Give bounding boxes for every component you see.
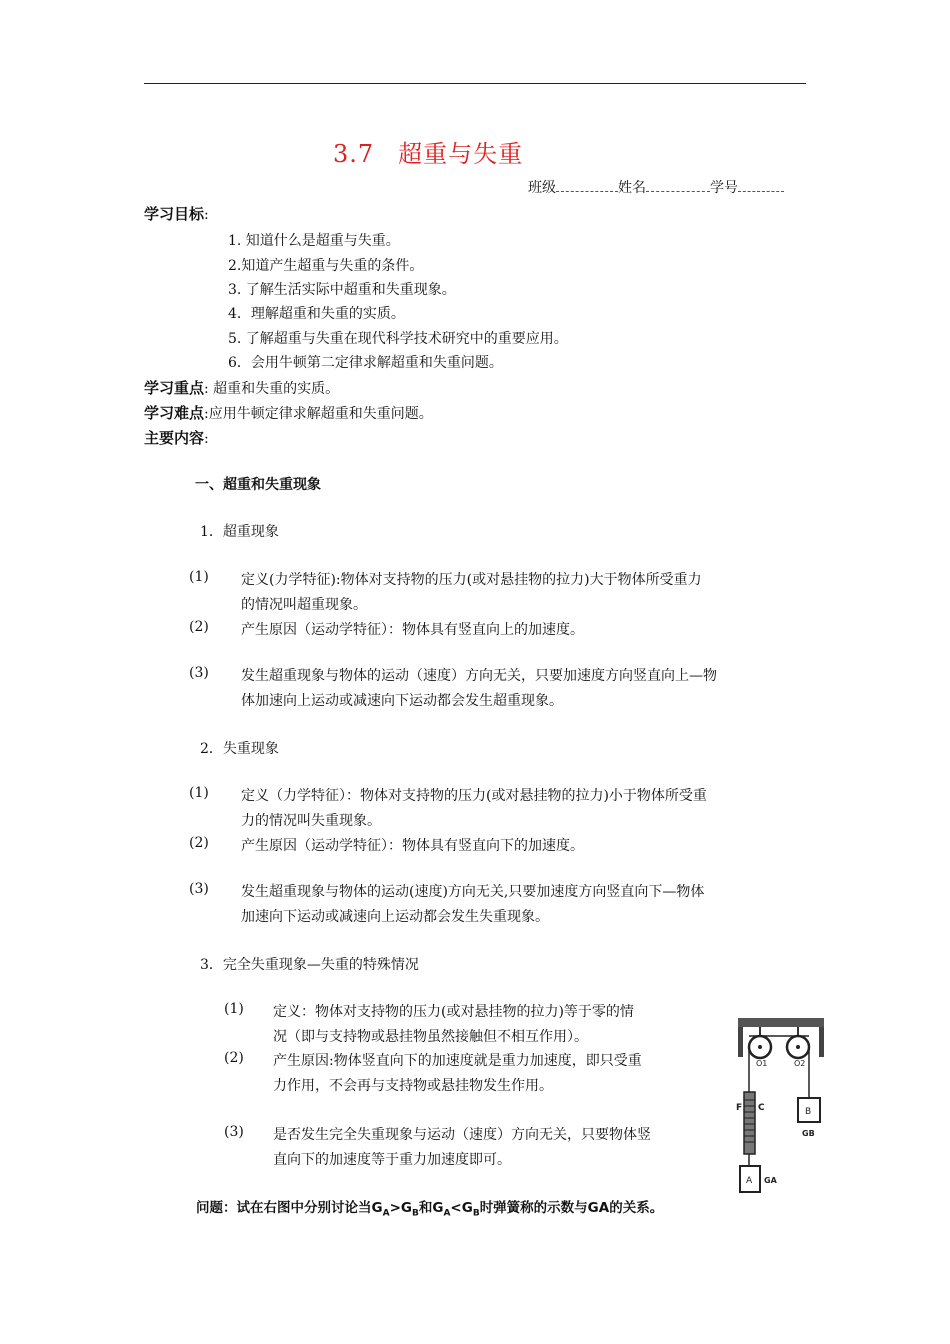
objectives-heading xyxy=(144,203,209,224)
item-number: (1) xyxy=(189,785,209,801)
page-title xyxy=(333,134,523,169)
student-info-line xyxy=(528,177,784,197)
label-a: A xyxy=(746,1176,753,1186)
item-line: 力作用，不会再与支持物或悬挂物发生作用。 xyxy=(273,1078,553,1094)
item-line: 定义(力学特征):物体对支持物的压力(或对悬挂物的拉力)大于物体所受重力 xyxy=(241,572,702,588)
focus-line xyxy=(144,377,339,398)
item-number: (1) xyxy=(224,1001,244,1017)
question-sub: A xyxy=(382,1208,390,1219)
content-colon: : xyxy=(204,431,209,447)
item-line: 直向下的加速度等于重力加速度即可。 xyxy=(273,1152,511,1168)
right-wall xyxy=(819,1027,824,1057)
subsection-title: 2．失重现象 xyxy=(200,741,279,757)
name-blank xyxy=(646,179,710,192)
item-line: 的情况叫超重现象。 xyxy=(241,597,367,613)
name-label: 姓名 xyxy=(618,180,646,196)
question-part: 和G xyxy=(418,1200,444,1216)
item-line: 定义：物体对支持物的压力(或对悬挂物的拉力)等于零的情 xyxy=(273,1004,634,1020)
item-number: (2) xyxy=(189,619,209,635)
title-number: 3.7 xyxy=(333,140,375,168)
focus-text: : 超重和失重的实质。 xyxy=(204,381,340,397)
label-f: F xyxy=(736,1103,743,1113)
subsection-title: 3．完全失重现象—失重的特殊情况 xyxy=(200,957,419,973)
item-line: 定义（力学特征）：物体对支持物的压力(或对悬挂物的拉力)小于物体所受重 xyxy=(241,788,707,804)
left-wall xyxy=(738,1027,743,1057)
ceiling-beam xyxy=(738,1018,824,1027)
item-line: 是否发生完全失重现象与运动（速度）方向无关，只要物体竖 xyxy=(273,1127,651,1143)
question-prefix: 问题：试在右图中分别讨论当G xyxy=(196,1200,383,1216)
item-number: (1) xyxy=(189,569,209,585)
title-text: 超重与失重 xyxy=(398,140,524,168)
item-line: 产生原因（运动学特征）：物体具有竖直向下的加速度。 xyxy=(241,838,584,854)
class-label: 班级 xyxy=(528,180,556,196)
item-number: (3) xyxy=(189,881,209,897)
difficulty-line xyxy=(144,402,433,423)
item-line: 产生原因:物体竖直向下的加速度就是重力加速度，即只受重 xyxy=(273,1053,642,1069)
label-o1: O1 xyxy=(756,1059,768,1068)
objective-item: 1. 知道什么是超重与失重。 xyxy=(228,233,400,249)
question-sub: B xyxy=(472,1208,480,1219)
item-number: (3) xyxy=(189,665,209,681)
item-line: 发生超重现象与物体的运动(速度)方向无关,只要加速度方向竖直向下—物体 xyxy=(241,884,705,900)
objective-item: 3. 了解生活实际中超重和失重现象。 xyxy=(228,282,456,298)
label-o2: O2 xyxy=(794,1059,806,1068)
question-line xyxy=(196,1196,663,1219)
item-line: 力的情况叫失重现象。 xyxy=(241,813,381,829)
item-line: 况（即与支持物或悬挂物虽然接触但不相互作用）。 xyxy=(273,1029,588,1045)
objectives-colon: : xyxy=(204,207,209,223)
class-blank xyxy=(556,179,618,192)
objective-item: 5. 了解超重与失重在现代科学技术研究中的重要应用。 xyxy=(228,331,568,347)
item-number: (2) xyxy=(224,1050,244,1066)
label-ga: GA xyxy=(764,1176,777,1185)
content-label: 主要内容 xyxy=(144,429,205,447)
content-heading xyxy=(144,427,209,448)
question-part: >G xyxy=(389,1200,412,1216)
item-number: (2) xyxy=(189,835,209,851)
id-label: 学号 xyxy=(710,180,738,196)
id-blank xyxy=(738,179,784,192)
difficulty-text: :应用牛顿定律求解超重和失重问题。 xyxy=(204,406,433,422)
question-sub: B xyxy=(411,1208,419,1219)
question-suffix: 时弹簧称的示数与GA的关系。 xyxy=(479,1200,664,1216)
focus-label: 学习重点 xyxy=(144,379,205,397)
label-b: B xyxy=(805,1107,812,1117)
question-sub: A xyxy=(443,1208,451,1219)
label-c: C xyxy=(758,1103,765,1113)
subsection-title: 1．超重现象 xyxy=(200,524,279,540)
item-line: 产生原因（运动学特征）：物体具有竖直向上的加速度。 xyxy=(241,622,584,638)
label-gb: GB xyxy=(802,1129,815,1138)
item-number: (3) xyxy=(224,1124,244,1140)
pulley-diagram xyxy=(736,1014,828,1206)
question-part: <G xyxy=(450,1200,473,1216)
spring-scale xyxy=(744,1092,755,1154)
item-line: 发生超重现象与物体的运动（速度）方向无关，只要加速度方向竖直向上—物 xyxy=(241,668,717,684)
objective-item: 6．会用牛顿第二定律求解超重和失重问题。 xyxy=(228,355,503,371)
objective-item: 4．理解超重和失重的实质。 xyxy=(228,306,405,322)
objectives-label: 学习目标 xyxy=(144,205,205,223)
difficulty-label: 学习难点 xyxy=(144,404,205,422)
item-line: 体加速向上运动或减速向下运动都会发生超重现象。 xyxy=(241,693,563,709)
objective-item: 2.知道产生超重与失重的条件。 xyxy=(228,258,424,274)
section-title: 一、超重和失重现象 xyxy=(195,477,321,493)
header-rule xyxy=(144,83,806,84)
item-line: 加速向下运动或减速向上运动都会发生失重现象。 xyxy=(241,909,549,925)
